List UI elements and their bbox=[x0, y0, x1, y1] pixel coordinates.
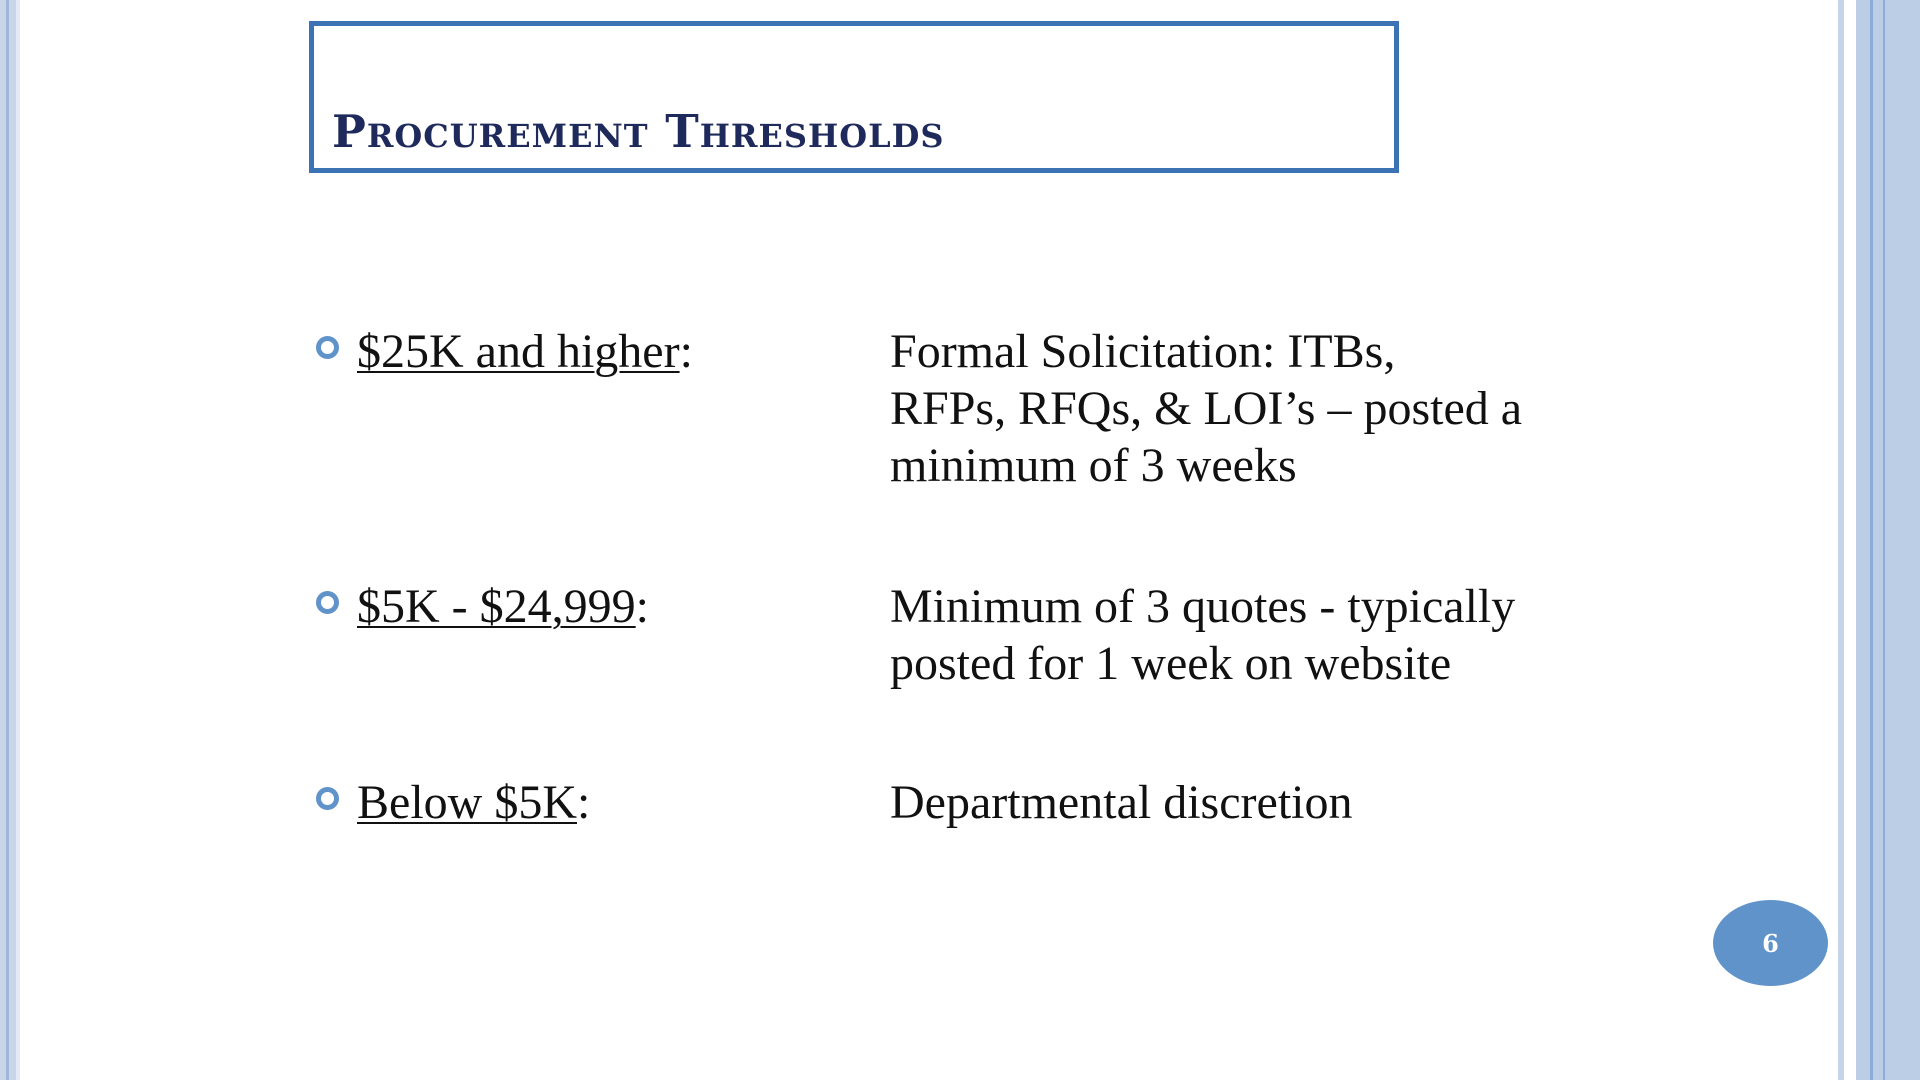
right-border-stripe bbox=[1873, 0, 1883, 1080]
threshold-term-label: Below $5K bbox=[357, 776, 577, 829]
threshold-term-suffix: : bbox=[576, 776, 591, 829]
threshold-term-suffix: : bbox=[679, 325, 693, 378]
threshold-term-label: $25K and higher bbox=[357, 325, 680, 378]
description-line: RFPs, RFQs, & LOI’s – posted a bbox=[890, 382, 1523, 435]
description-line: posted for 1 week on website bbox=[890, 637, 1452, 690]
right-border-stripe bbox=[1885, 0, 1920, 1080]
slide-title: Procurement Thresholds bbox=[332, 105, 945, 158]
circle-bullet-icon bbox=[316, 336, 339, 359]
left-border-line bbox=[6, 0, 9, 1080]
threshold-term-label: $5K - $24,999 bbox=[357, 580, 636, 633]
description-line: Departmental discretion bbox=[890, 776, 1353, 829]
page-number-badge: 6 bbox=[1713, 900, 1828, 986]
left-border-inner bbox=[16, 0, 20, 1080]
description-line: minimum of 3 weeks bbox=[890, 439, 1297, 492]
threshold-term bbox=[357, 774, 590, 831]
threshold-description bbox=[890, 774, 1630, 831]
threshold-term bbox=[357, 323, 693, 380]
threshold-description bbox=[890, 578, 1630, 692]
circle-bullet-icon bbox=[316, 787, 339, 810]
right-border-stripe bbox=[1838, 0, 1844, 1080]
title-box bbox=[309, 21, 1399, 173]
threshold-term-suffix: : bbox=[635, 580, 649, 633]
threshold-term bbox=[357, 578, 649, 635]
right-border-stripe bbox=[1856, 0, 1870, 1080]
threshold-description bbox=[890, 323, 1630, 494]
description-line: Formal Solicitation: ITBs, bbox=[890, 325, 1396, 378]
circle-bullet-icon bbox=[316, 591, 339, 614]
description-line: Minimum of 3 quotes - typically bbox=[890, 580, 1516, 633]
